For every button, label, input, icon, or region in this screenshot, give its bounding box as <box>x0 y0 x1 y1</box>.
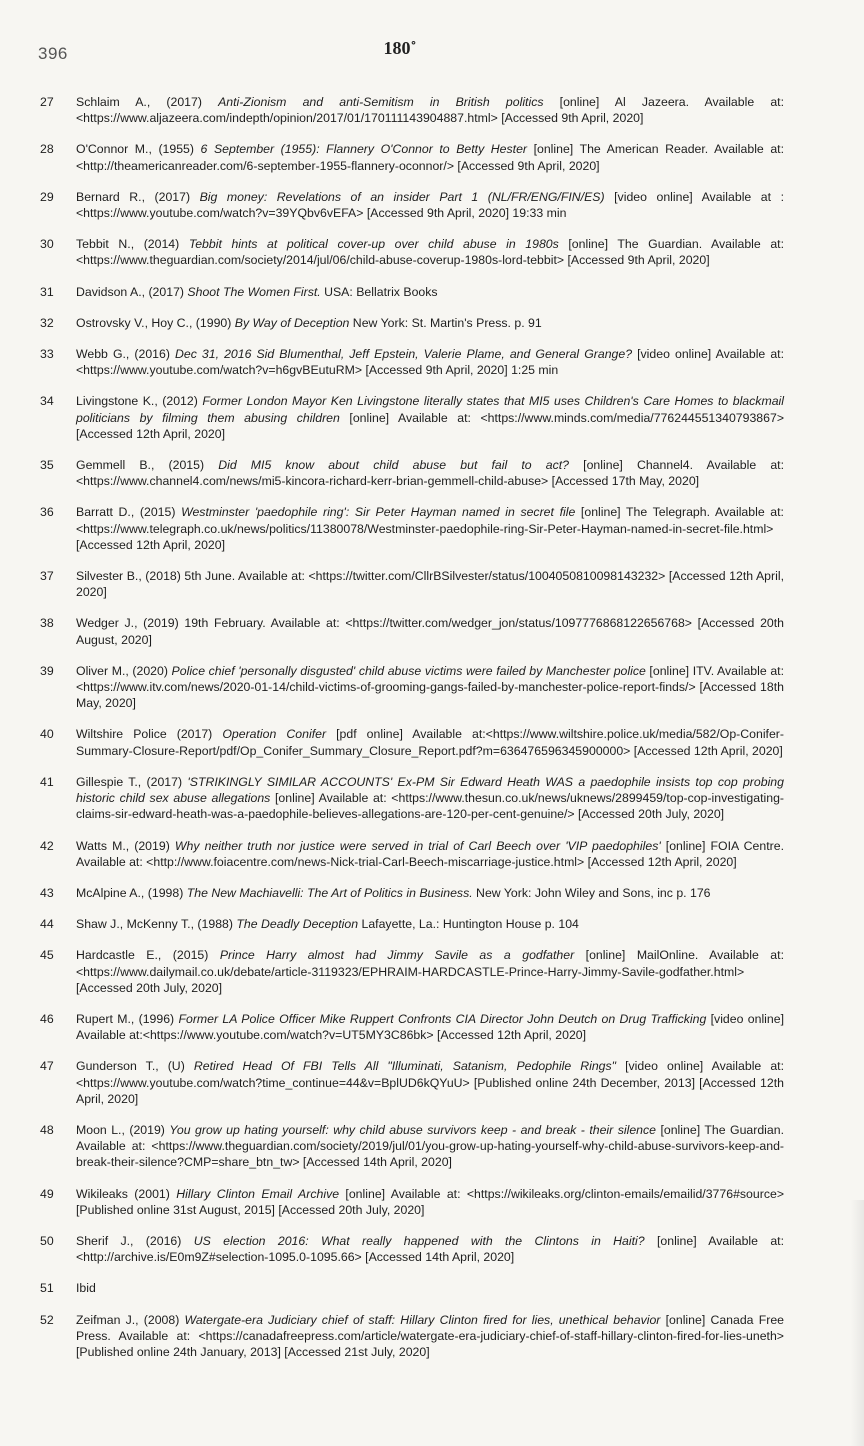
reference-source: [online] The American Reader. Available at:<http://theamericanreader.com/6-september-1955-flannery-oconnor/> [Accessed 9th April, 2020] <box>76 142 784 173</box>
reference-author: Gunderson T., (U) <box>76 1059 194 1074</box>
reference-item <box>40 885 784 901</box>
reference-item <box>40 947 784 996</box>
reference-source: [online] The Telegraph. Available at: <https://www.telegraph.co.uk/news/politics/11380078/Westminster-paedophile-ring-Sir-Peter-Hayman-named-in-secret-file.html> [Accessed 12th April, 2020] <box>76 505 784 552</box>
reference-text <box>76 94 784 126</box>
reference-author: Gemmell B., (2015) <box>76 458 219 473</box>
reference-item <box>40 284 784 300</box>
reference-source: [video online] Available at : <https://www.youtube.com/watch?v=39YQbv6vEFA> [Accessed 9th April, 2020] 19:33 min <box>76 189 784 221</box>
reference-author: Watts M., (2019) <box>76 838 175 853</box>
reference-author: Webb G., (2016) <box>76 347 175 362</box>
page-edge-shadow <box>850 1200 864 1446</box>
reference-title: Shoot The Women First. <box>187 284 321 299</box>
reference-number: 32 <box>40 315 54 330</box>
reference-author: Schlaim A., (2017) <box>76 95 219 109</box>
reference-item <box>40 1233 784 1265</box>
reference-source: [online] The Guardian. Available at: <https://www.theguardian.com/society/2019/jul/01/you-grow-up-hating-yourself-why-child-abuse-survivors-keep-and-break-their-silence?CMP=share_btn_tw> [Accessed 14th April, 2020] <box>76 1122 785 1170</box>
reference-text <box>76 1233 784 1265</box>
reference-text <box>76 1122 784 1171</box>
reference-number: 50 <box>40 1233 54 1248</box>
reference-number: 41 <box>40 774 54 789</box>
reference-author: O'Connor M., (1955) <box>76 142 201 157</box>
reference-number: 38 <box>40 616 54 631</box>
reference-text <box>76 568 784 600</box>
reference-author: Bernard R., (2017) <box>76 189 200 204</box>
reference-title: By Way of Deception <box>234 315 350 330</box>
reference-author: Wiltshire Police (2017) <box>76 727 223 742</box>
reference-item <box>40 141 784 173</box>
reference-source: [online] Available at: <https://www.minds.com/media/776244551340793867> [Accessed 12th April, 2020] <box>76 410 784 441</box>
reference-item <box>40 916 784 932</box>
reference-text <box>76 189 784 221</box>
reference-text <box>76 615 784 647</box>
reference-text <box>76 141 784 173</box>
reference-text <box>76 838 784 870</box>
reference-author: Moon L., (2019) <box>76 1122 170 1137</box>
reference-title: Why neither truth nor justice were served in trial of Carl Beech over 'VIP paedophiles' <box>174 838 661 853</box>
reference-item <box>40 189 784 221</box>
reference-text <box>76 1011 784 1043</box>
reference-number: 36 <box>40 505 54 520</box>
reference-title: You grow up hating yourself: why child abuse survivors keep - and break - their silence <box>169 1122 656 1137</box>
reference-text <box>76 726 784 758</box>
reference-author: Davidson A., (2017) <box>76 284 188 299</box>
reference-item <box>40 615 784 647</box>
reference-item <box>40 726 784 758</box>
reference-text <box>76 916 784 932</box>
reference-author: Sherif J., (2016) <box>76 1233 194 1248</box>
reference-author: Barratt D., (2015) <box>76 505 182 520</box>
reference-source: New York: St. Martin's Press. p. 91 <box>349 315 542 330</box>
reference-number: 48 <box>40 1122 54 1137</box>
reference-number: 49 <box>40 1186 54 1201</box>
reference-text <box>76 346 784 378</box>
reference-text <box>76 457 784 489</box>
reference-text <box>76 1312 784 1361</box>
reference-item <box>40 457 784 489</box>
reference-item <box>40 1186 784 1218</box>
reference-text <box>76 947 784 996</box>
reference-author: Shaw J., McKenny T., (1988) <box>76 917 237 932</box>
reference-title: Prince Harry almost had Jimmy Savile as a godfather <box>219 948 575 963</box>
reference-number: 39 <box>40 663 54 678</box>
reference-number: 28 <box>40 142 54 157</box>
reference-item <box>40 346 784 378</box>
reference-item <box>40 94 784 126</box>
reference-author: Zeifman J., (2008) <box>76 1312 185 1327</box>
reference-number: 30 <box>40 237 54 252</box>
reference-title: 6 September (1955): Flannery O'Connor to Betty Hester <box>200 142 528 157</box>
reference-title: Anti-Zionism and anti-Semitism in British politics <box>218 95 544 109</box>
reference-item <box>40 838 784 870</box>
reference-title: Did MI5 know about child abuse but fail to act? <box>218 458 570 473</box>
reference-source: USA: Bellatrix Books <box>320 284 438 299</box>
reference-item <box>40 1280 784 1296</box>
reference-source: [online] The Guardian. Available at: <https://www.theguardian.com/society/2014/jul/06/child-abuse-coverup-1980s-lord-tebbit> [Accessed 9th April, 2020] <box>76 237 784 268</box>
reference-number: 47 <box>40 1059 54 1074</box>
reference-title: Big money: Revelations of an insider Part 1 (NL/FR/ENG/FIN/ES) <box>199 189 605 204</box>
reference-title: The New Machiavelli: The Art of Politics in Business. <box>186 885 473 900</box>
reference-number: 45 <box>40 948 54 963</box>
reference-text <box>76 885 784 901</box>
reference-title: Operation Conifer <box>222 727 327 742</box>
reference-text <box>76 315 784 331</box>
reference-item <box>40 504 784 553</box>
reference-source: [video online] Available at:<https://www.youtube.com/watch?time_continue=44&v=BplUD6kQYuU> [Published online 24th December, 2013] [Accessed 12th April, 2020] <box>76 1059 784 1106</box>
reference-author: Tebbit N., (2014) <box>76 237 189 252</box>
reference-author: Oliver M., (2020) <box>76 663 172 678</box>
reference-author: Gillespie T., (2017) <box>76 774 188 789</box>
reference-author: Ibid <box>76 1281 96 1296</box>
reference-source: [video online] Available at: <https://www.youtube.com/watch?v=h6gvBEutuRM> [Accessed 9th April, 2020] 1:25 min <box>76 347 784 378</box>
reference-number: 35 <box>40 458 54 473</box>
reference-number: 52 <box>40 1312 54 1327</box>
reference-number: 31 <box>40 284 54 299</box>
reference-source: [online] Channel4. Available at: <https://www.channel4.com/news/mi5-kincora-richard-kerr-brian-gemmell-child-abuse> [Accessed 17th May, 2020] <box>76 458 784 489</box>
reference-source: [online] Al Jazeera. Available at:<https://www.aljazeera.com/indepth/opinion/2017/01/170111143904887.html> [Accessed 9th April, 2020] <box>76 95 784 126</box>
reference-item <box>40 568 784 600</box>
reference-item <box>40 1312 784 1361</box>
reference-title: US election 2016: What really happened with the Clintons in Haiti? <box>193 1233 645 1248</box>
reference-author: Ostrovsky V., Hoy C., (1990) <box>76 315 235 330</box>
reference-title: Police chief 'personally disgusted' child abuse victims were failed by Manchester police <box>171 663 646 678</box>
reference-source: [online] Canada Free Press. Available at: <https://canadafreepress.com/article/watergate-era-judiciary-chief-of-staff-hillary-clinton-fired-for-lies-uneth> [Published online 24th January, 2013] [Accessed 21st July, 2020] <box>76 1312 784 1359</box>
reference-text <box>76 284 784 300</box>
reference-item <box>40 393 784 442</box>
reference-item <box>40 315 784 331</box>
reference-source: New York: John Wiley and Sons, inc p. 176 <box>472 885 711 900</box>
reference-number: 27 <box>40 95 54 109</box>
reference-number: 40 <box>40 727 54 742</box>
reference-text <box>76 663 784 712</box>
reference-title: 'STRIKINGLY SIMILAR ACCOUNTS' Ex-PM Sir Edward Heath WAS a paedophile insists top cop probing historic child sex abuse allegations <box>76 774 784 806</box>
reference-text <box>76 774 784 823</box>
page-number: 396 <box>38 44 68 63</box>
reference-source: [online] MailOnline. Available at: <https://www.dailymail.co.uk/debate/article-3119323/EPHRAIM-HARDCASTLE-Prince-Harry-Jimmy-Savile-godfather.html> [Accessed 20th July, 2020] <box>76 948 784 995</box>
reference-item <box>40 236 784 268</box>
reference-source: [video online] Available at:<https://www.youtube.com/watch?v=UT5MY3C86bk> [Accessed 12th April, 2020] <box>76 1011 785 1043</box>
reference-number: 37 <box>40 569 54 584</box>
reference-author: Livingstone K., (2012) <box>76 394 203 409</box>
reference-text <box>76 1280 784 1296</box>
reference-item <box>40 1058 784 1107</box>
reference-source: Lafayette, La.: Huntington House p. 104 <box>358 917 579 932</box>
reference-author: Wikileaks (2001) <box>76 1186 177 1201</box>
reference-author: Silvester B., (2018) 5th June. Available at: <https://twitter.com/CllrBSilvester/status/1004050810098143232> [Accessed 12th April, 2020] <box>76 569 784 600</box>
reference-number: 33 <box>40 347 54 362</box>
reference-title: Former LA Police Officer Mike Ruppert Confronts CIA Director John Deutch on Drug Trafficking <box>178 1011 707 1026</box>
reference-item <box>40 1122 784 1171</box>
reference-title: Westminster 'paedophile ring': Sir Peter Hayman named in secret file <box>181 505 576 520</box>
reference-source: [online] Available at: <https://www.thesun.co.uk/news/uknews/2899459/top-cop-investigating-claims-sir-edward-heath-was-a-paedophile-believes-allegations-are-120-per-cent-genuine/> [Accessed 20th July, 2020] <box>76 791 784 822</box>
reference-item <box>40 1011 784 1043</box>
reference-title: Dec 31, 2016 Sid Blumenthal, Jeff Epstein, Valerie Plame, and General Grange? <box>175 347 633 362</box>
reference-source: [online] FOIA Centre. Available at: <http://www.foiacentre.com/news-Nick-trial-Carl-Beech-miscarriage-justice.html> [Accessed 12th April, 2020] <box>76 838 784 869</box>
reference-source: [online] ITV. Available at: <https://www.itv.com/news/2020-01-14/child-victims-of-grooming-gangs-failed-by-manchester-police-report-finds/> [Accessed 18th May, 2020] <box>76 663 784 711</box>
reference-number: 34 <box>40 394 54 409</box>
reference-source: [online] Available at:<http://archive.is/E0m9Z#selection-1095.0-1095.66> [Accessed 14th April, 2020] <box>76 1233 784 1265</box>
reference-item <box>40 774 784 823</box>
reference-text <box>76 393 784 442</box>
reference-text <box>76 1186 784 1218</box>
reference-number: 46 <box>40 1011 54 1026</box>
reference-number: 51 <box>40 1281 54 1296</box>
reference-text <box>76 236 784 268</box>
reference-author: Hardcastle E., (2015) <box>76 948 220 963</box>
reference-number: 43 <box>40 885 54 900</box>
reference-source: [pdf online] Available at:<https://www.wiltshire.police.uk/media/582/Op-Conifer-Summary-Closure-Report/pdf/Op_Conifer_Summary_Closure_Report.pdf?m=636476596345900000> [Accessed 12th April, 2020] <box>76 727 784 758</box>
reference-list <box>40 94 784 1375</box>
reference-number: 42 <box>40 838 54 853</box>
reference-author: McAlpine A., (1998) <box>76 885 187 900</box>
reference-text <box>76 1058 784 1107</box>
reference-title: The Deadly Deception <box>236 917 359 932</box>
reference-title: Watergate-era Judiciary chief of staff: Hillary Clinton fired for lies, unethical behavior <box>184 1312 661 1327</box>
reference-number: 29 <box>40 189 54 204</box>
reference-title: Tebbit hints at political cover-up over child abuse in 1980s <box>188 237 559 252</box>
reference-title: Former London Mayor Ken Livingstone literally states that MI5 uses Children's Care Homes to blackmail politicians by filming them abusing children <box>76 394 784 425</box>
reference-text <box>76 504 784 553</box>
reference-author: Wedger J., (2019) 19th February. Available at: <https://twitter.com/wedger_jon/status/1097776868122656768> [Accessed 20th August, 2020] <box>76 616 784 647</box>
reference-source: [online] Available at: <https://wikileaks.org/clinton-emails/emailid/3776#source> [Published online 31st August, 2015] [Accessed 20th July, 2020] <box>76 1186 785 1217</box>
book-title: 180˚ <box>383 38 417 58</box>
reference-author: Rupert M., (1996) <box>76 1011 179 1026</box>
reference-title: Hillary Clinton Email Archive <box>176 1186 340 1201</box>
reference-number: 44 <box>40 917 54 932</box>
reference-item <box>40 663 784 712</box>
reference-title: Retired Head Of FBI Tells All "Illuminati, Satanism, Pedophile Rings" <box>193 1059 617 1074</box>
